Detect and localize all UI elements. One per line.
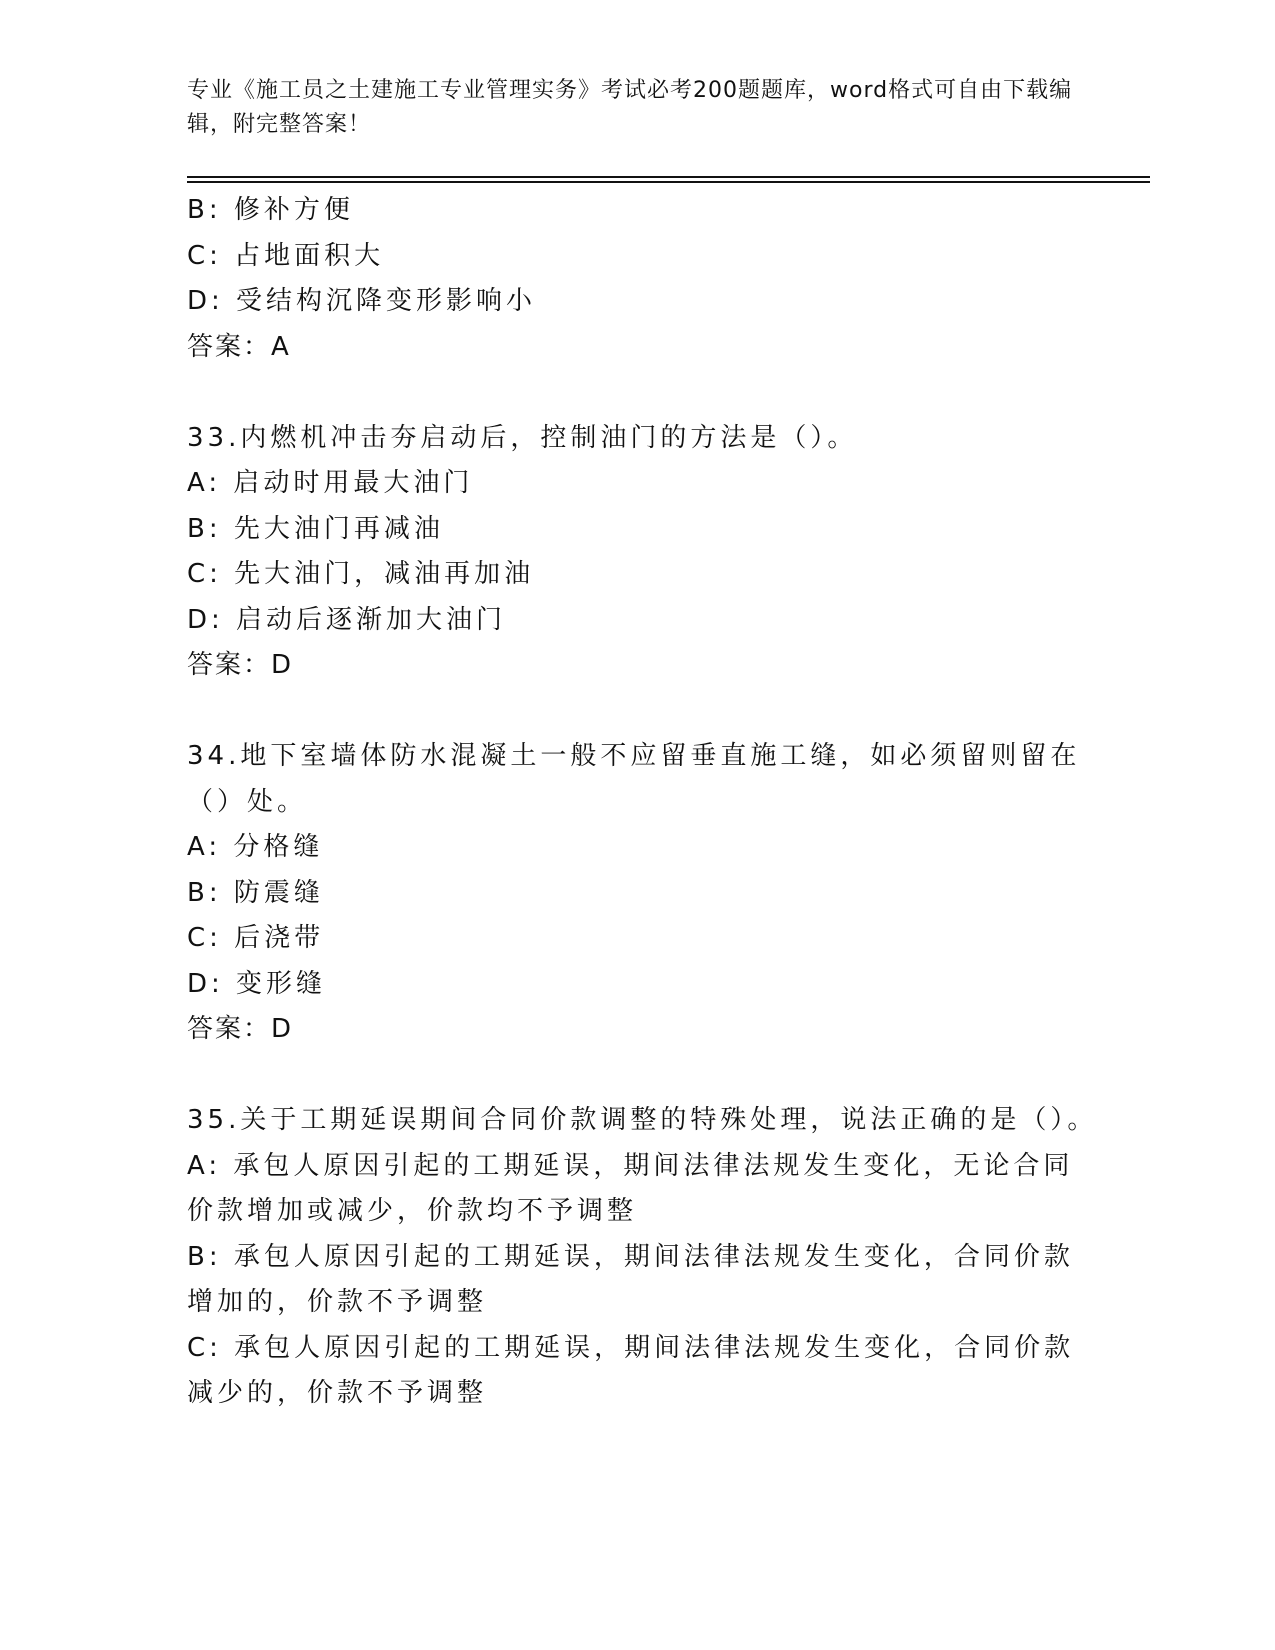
option-d: D: 启动后逐渐加大油门 [187, 604, 507, 635]
option-b: B: 防震缝 [187, 877, 324, 908]
question-35 [187, 1098, 1098, 1417]
option-b: B: 先大油门再减油 [187, 513, 444, 544]
option-d: D: 受结构沉降变形影响小 [187, 286, 537, 316]
question-stem: 35.关于工期延误期间合同价款调整的特殊处理，说法正确的是（）。 [187, 1105, 1098, 1135]
header-rule-bottom [187, 181, 1150, 183]
spacer [187, 370, 1087, 416]
option-c: C: 占地面积大 [187, 240, 385, 271]
spacer [187, 1053, 1087, 1099]
question-stem: 33.内燃机冲击夯启动后，控制油门的方法是（）。 [187, 422, 858, 453]
answer: 答案：D [187, 650, 294, 680]
question-34 [187, 734, 1087, 1053]
option-a: A: 承包人原因引起的工期延误，期间法律法规发生变化，无论合同价款增加或减少，价款均不予调整 [187, 1150, 1074, 1226]
option-d: D: 变形缝 [187, 968, 327, 999]
answer: 答案：A [187, 331, 291, 362]
spacer [187, 689, 1087, 735]
question-stem: 34.地下室墙体防水混凝土一般不应留垂直施工缝，如必须留则留在（）处。 [187, 741, 1081, 817]
option-b: B: 修补方便 [187, 195, 354, 225]
option-a: A: 启动时用最大油门 [187, 468, 474, 498]
option-b: B: 承包人原因引起的工期延误，期间法律法规发生变化，合同价款增加的，价款不予调整 [187, 1241, 1074, 1317]
option-c: C: 先大油门，减油再加油 [187, 559, 535, 589]
question-32-tail [187, 188, 1087, 370]
answer: 答案：D [187, 1014, 294, 1044]
header-text: 专业《施工员之土建施工专业管理实务》考试必考200题题库，word格式可自由下载编辑，附完整答案！ [187, 78, 1073, 137]
header-rule-top [187, 176, 1150, 178]
option-c: C: 后浇带 [187, 923, 325, 953]
document-header [187, 74, 1087, 142]
option-a: A: 分格缝 [187, 832, 324, 862]
option-c: C: 承包人原因引起的工期延误，期间法律法规发生变化，合同价款减少的，价款不予调整 [187, 1332, 1075, 1408]
question-33 [187, 416, 1087, 689]
question-list [187, 188, 1098, 1417]
